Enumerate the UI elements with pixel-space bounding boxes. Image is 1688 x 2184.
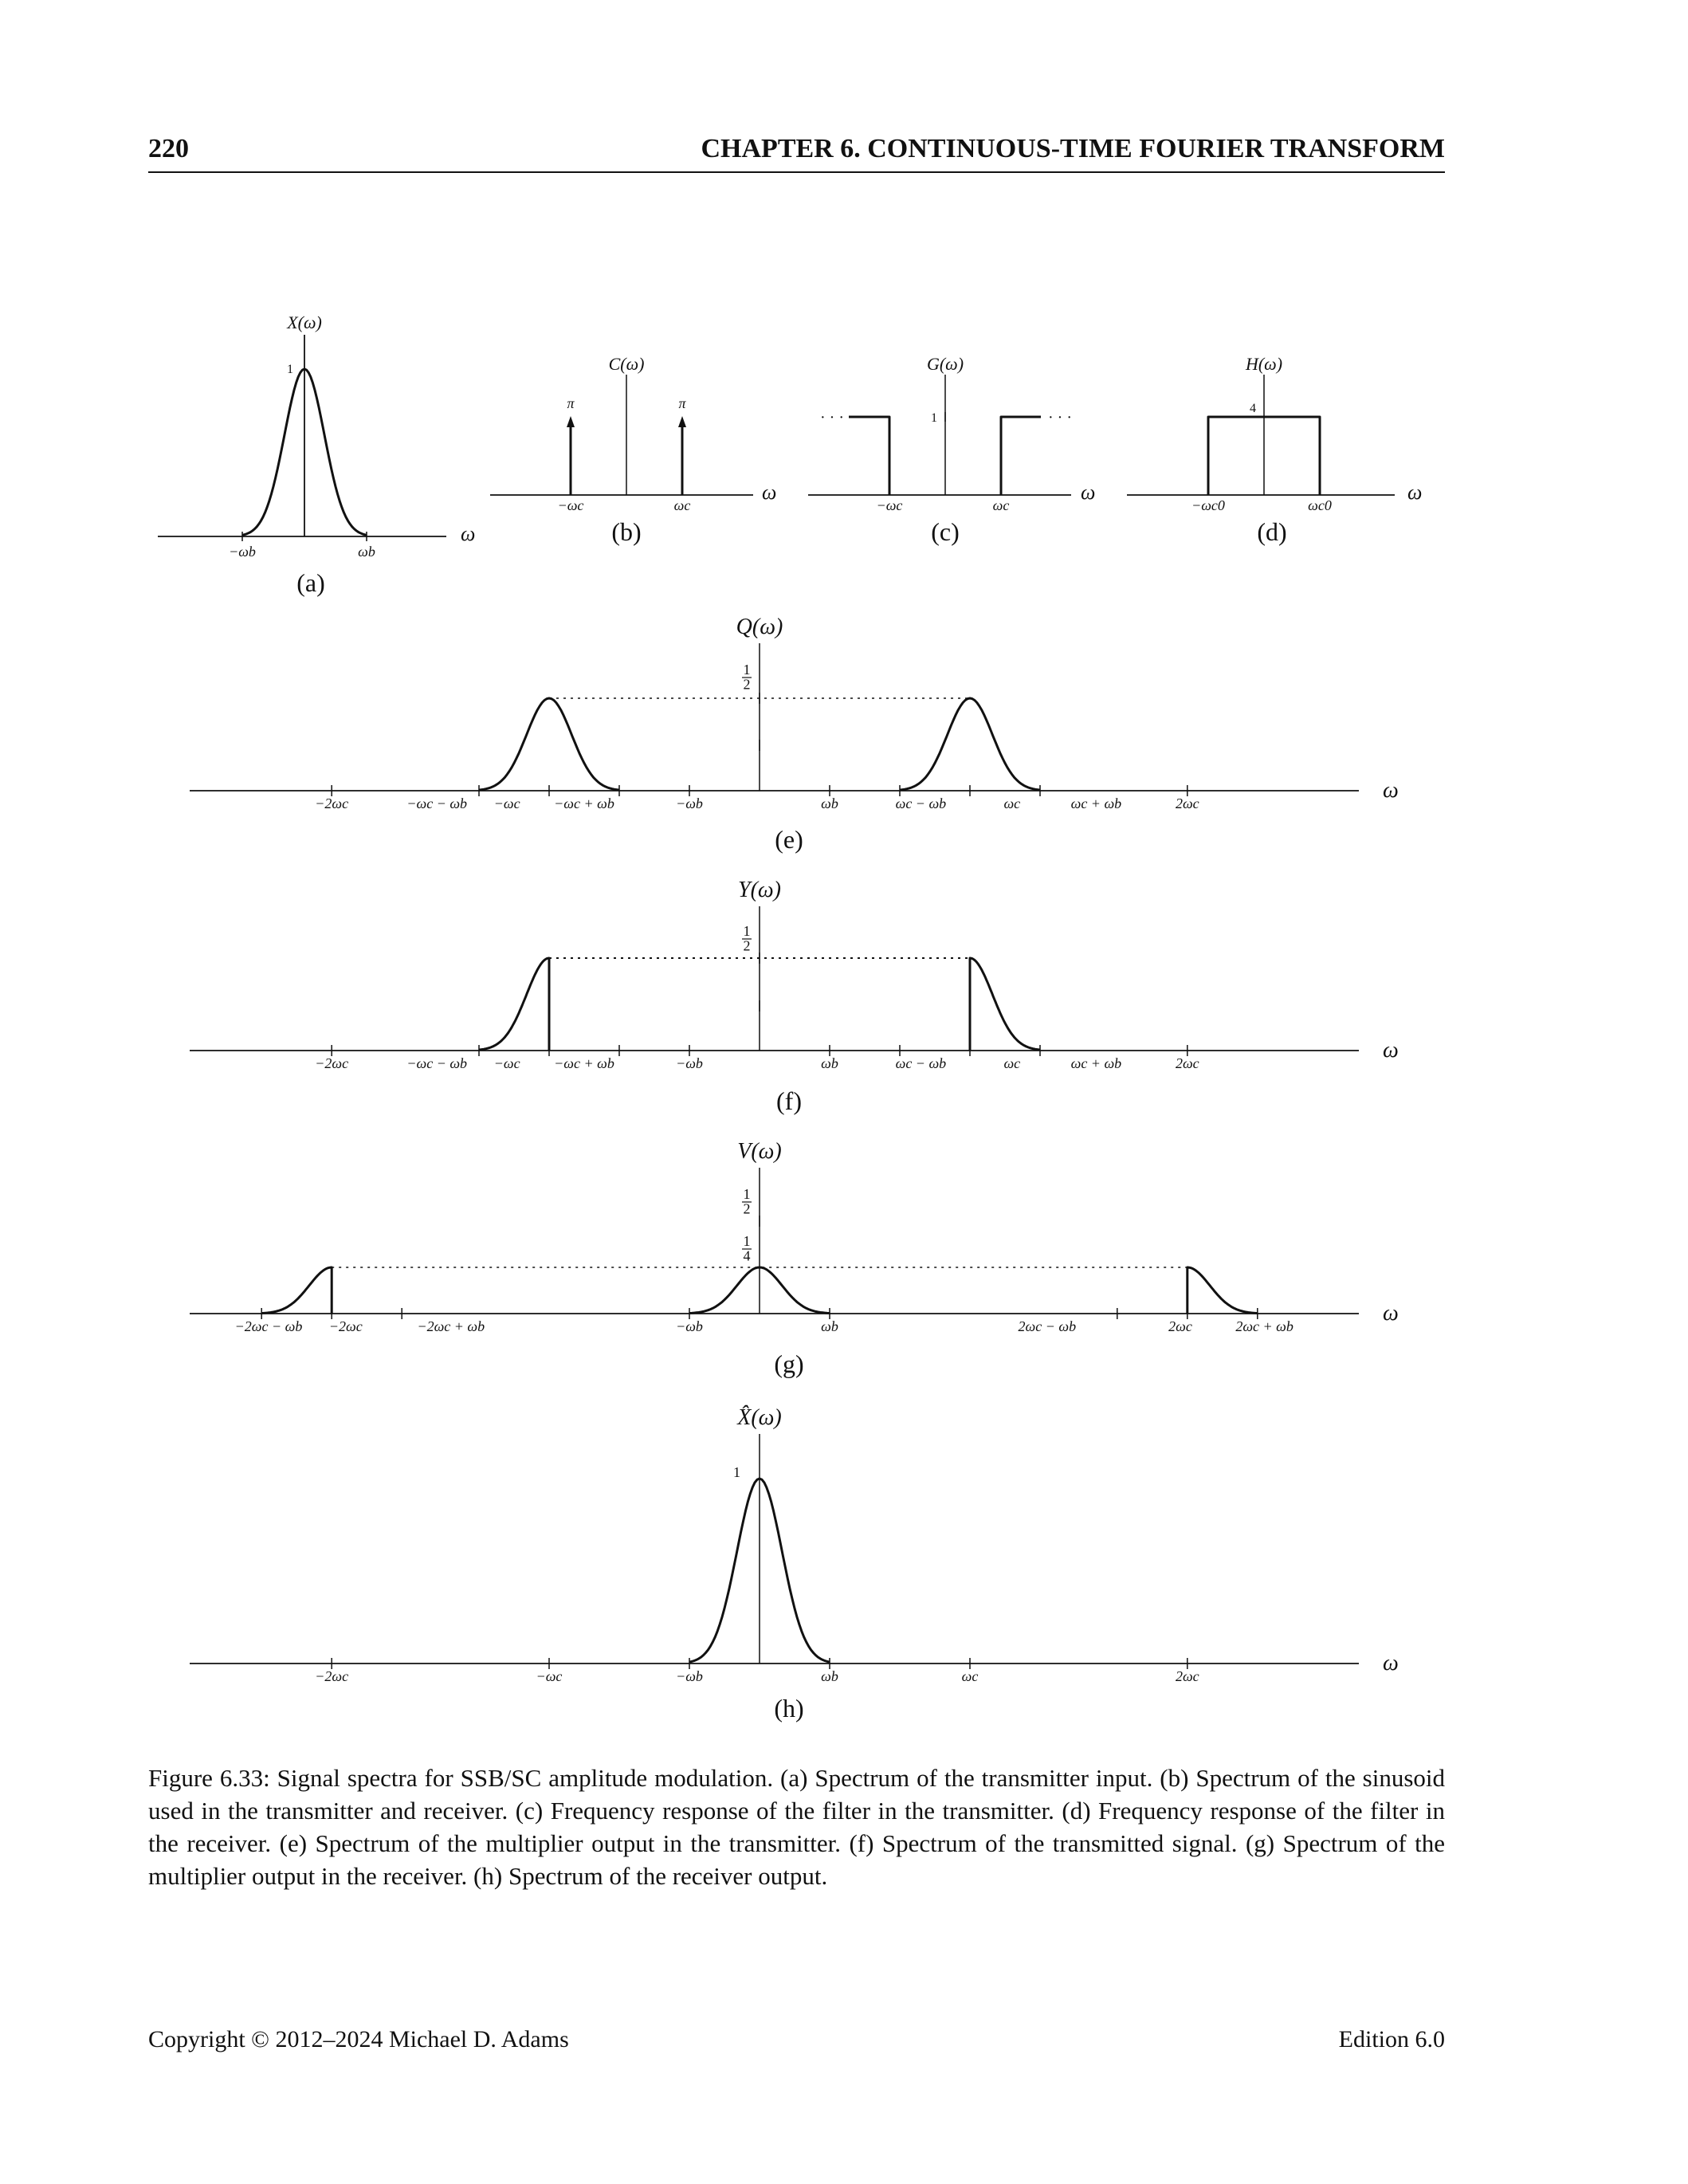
- panel-g-xtick-label-7: 2ωc + ωb: [1235, 1318, 1293, 1334]
- panel-c-xtick-label-0: −ωc: [876, 497, 903, 513]
- panel-f-xtick-label-4: −ωb: [676, 1055, 703, 1071]
- panel-g-curve-right: [1187, 1267, 1258, 1314]
- panel-d-title: H(ω): [1245, 354, 1283, 374]
- panel-b-xtick-label-0: −ωc: [557, 497, 584, 513]
- panel-h-label: (h): [774, 1694, 804, 1722]
- panel-e-curve-pos: [900, 698, 1040, 790]
- panel-a-title: X(ω): [287, 312, 322, 332]
- panel-g-ytick-label-quarter: [742, 1233, 752, 1263]
- panel-b-xlabel: ω: [762, 481, 777, 504]
- panel-a-xlabel: ω: [461, 522, 476, 545]
- panel-f-xtick-label-9: 2ωc: [1175, 1055, 1199, 1071]
- panel-g-ytick-label-quarter-num: 1: [743, 1233, 751, 1249]
- panel-g-xtick-label-0: −2ωc − ωb: [234, 1318, 303, 1334]
- panel-b-impulse-arrow-0: [567, 416, 575, 427]
- panel-h-xtick-label-5: 2ωc: [1175, 1668, 1199, 1684]
- panel-d-xlabel: ω: [1407, 481, 1423, 504]
- panel-g-ytick-label-half: [742, 1186, 752, 1216]
- panel-f-xtick-label-3: −ωc + ωb: [554, 1055, 614, 1071]
- panel-e-ytick-label-den: 2: [743, 676, 751, 693]
- panel-e-xtick-label-8: ωc + ωb: [1070, 795, 1122, 811]
- panel-c-xlabel: ω: [1081, 481, 1096, 504]
- panel-b-xtick-label-1: ωc: [673, 497, 691, 513]
- figure-caption: Figure 6.33: Signal spectra for SSB/SC amplitude modulation. (a) Spectrum of the transmitter input. (b) Spectrum of the sinusoid used in the transmitter and receiver. (c) Frequency response of the filter in the transmitter. (d) Frequency response of the filter in the receiver. (e) Spectrum of the multiplier output in the transmitter. (f) Spectrum of the transmitted signal. (g) Spectrum of the multiplier output in the receiver. (h) Spectrum of the receiver output.: [148, 1764, 1445, 1890]
- panel-f-curve-pos: [970, 958, 1040, 1051]
- panel-c-xtick-label-1: ωc: [992, 497, 1010, 513]
- panel-h-title: X̂(ω): [737, 1405, 782, 1430]
- panel-g-xtick-label-1: −2ωc: [328, 1318, 363, 1334]
- panel-e-title: Q(ω): [736, 615, 783, 639]
- panel-g-title: V(ω): [737, 1139, 782, 1164]
- panel-b-impulse-arrow-1: [678, 416, 686, 427]
- panel-g-xlabel: ω: [1383, 1301, 1399, 1326]
- panel-e-label: (e): [775, 825, 803, 854]
- panel-f-ytick-label-den: 2: [743, 937, 751, 954]
- panel-g-xtick-label-4: ωb: [821, 1318, 838, 1334]
- panel-a-label: (a): [296, 568, 325, 597]
- panel-f-xtick-label-2: −ωc: [493, 1055, 520, 1071]
- footer-edition: Edition 6.0: [1338, 2026, 1445, 2052]
- panel-b-title: C(ω): [608, 354, 645, 374]
- panel-b-impulse-weight-1: π: [678, 395, 686, 411]
- panel-b-impulse-weight-0: π: [567, 395, 575, 411]
- panel-e-xtick-label-3: −ωc + ωb: [554, 795, 614, 811]
- panel-h-xtick-label-4: ωc: [961, 1668, 979, 1684]
- panel-d-label: (d): [1257, 517, 1287, 546]
- panel-g-ytick-label-half-den: 2: [743, 1200, 751, 1217]
- panel-h-ytick-label: 1: [733, 1464, 740, 1480]
- panel-g-curve-left: [261, 1267, 332, 1314]
- panel-e-xlabel: ω: [1383, 778, 1399, 803]
- panel-f-title: Y(ω): [738, 878, 781, 902]
- panel-f-xtick-label-7: ωc: [1003, 1055, 1021, 1071]
- panel-a-xtick-label-0: −ωb: [229, 544, 256, 560]
- panel-f-ytick-label-num: 1: [743, 923, 751, 939]
- panel-h-xtick-label-3: ωb: [821, 1668, 838, 1684]
- panel-d-xtick-label-1: ωc0: [1308, 497, 1332, 513]
- panel-c-ytick-label: 1: [931, 411, 937, 425]
- panel-c-ellipsis-left: · · ·: [820, 409, 844, 426]
- panel-c-ellipsis-right: · · ·: [1048, 409, 1072, 426]
- panel-e-xtick-label-0: −2ωc: [315, 795, 349, 811]
- panel-g-label: (g): [774, 1349, 804, 1378]
- panel-c-right-band: [1001, 417, 1041, 495]
- panel-h-xlabel: ω: [1383, 1651, 1399, 1675]
- panel-g-ytick-label-half-num: 1: [743, 1186, 751, 1202]
- panel-e-xtick-label-6: ωc − ωb: [895, 795, 947, 811]
- panel-g-xtick-label-3: −ωb: [676, 1318, 703, 1334]
- panel-e-xtick-label-1: −ωc − ωb: [406, 795, 468, 811]
- panel-e-xtick-label-4: −ωb: [676, 795, 703, 811]
- panel-h-xtick-label-0: −2ωc: [315, 1668, 349, 1684]
- panel-c-title: G(ω): [926, 354, 964, 374]
- panel-f-xtick-label-8: ωc + ωb: [1070, 1055, 1122, 1071]
- panel-a-xtick-label-1: ωb: [358, 544, 375, 560]
- panel-f-xtick-label-0: −2ωc: [315, 1055, 349, 1071]
- panel-f-xtick-label-6: ωc − ωb: [895, 1055, 947, 1071]
- footer-copyright: Copyright © 2012–2024 Michael D. Adams: [148, 2026, 569, 2052]
- panel-h-xtick-label-2: −ωb: [676, 1668, 703, 1684]
- chapter-title: CHAPTER 6. CONTINUOUS-TIME FOURIER TRANSFORM: [701, 134, 1445, 163]
- panel-h-xtick-label-1: −ωc: [536, 1668, 563, 1684]
- panel-g-ytick-label-quarter-den: 4: [743, 1247, 751, 1264]
- panel-e-curve-neg: [479, 698, 619, 790]
- panel-b-label: (b): [611, 517, 642, 546]
- panel-f-xtick-label-1: −ωc − ωb: [406, 1055, 468, 1071]
- panel-e-ytick-label: [742, 662, 752, 692]
- panel-f-ytick-label: [742, 923, 752, 953]
- panel-e-xtick-label-9: 2ωc: [1175, 795, 1199, 811]
- panel-f-xlabel: ω: [1383, 1038, 1399, 1063]
- panel-e-xtick-label-5: ωb: [821, 795, 838, 811]
- panel-f-xtick-label-5: ωb: [821, 1055, 838, 1071]
- panel-f-curve-neg: [479, 958, 549, 1051]
- panel-g-xtick-label-5: 2ωc − ωb: [1018, 1318, 1077, 1334]
- panel-e-xtick-label-2: −ωc: [493, 795, 520, 811]
- panel-g-xtick-label-2: −2ωc + ωb: [417, 1318, 485, 1334]
- panel-e-xtick-label-7: ωc: [1003, 795, 1021, 811]
- panel-g-xtick-label-6: 2ωc: [1168, 1318, 1192, 1334]
- page-number: 220: [148, 134, 189, 163]
- panel-d-xtick-label-0: −ωc0: [1191, 497, 1225, 513]
- panel-a-ytick-label: 1: [287, 363, 293, 376]
- panel-f-label: (f): [776, 1086, 802, 1115]
- panel-e-ytick-label-num: 1: [743, 662, 751, 678]
- panel-c-label: (c): [931, 517, 960, 546]
- panel-d-ytick-label: 4: [1250, 402, 1256, 415]
- panel-c-left-band: [849, 417, 889, 495]
